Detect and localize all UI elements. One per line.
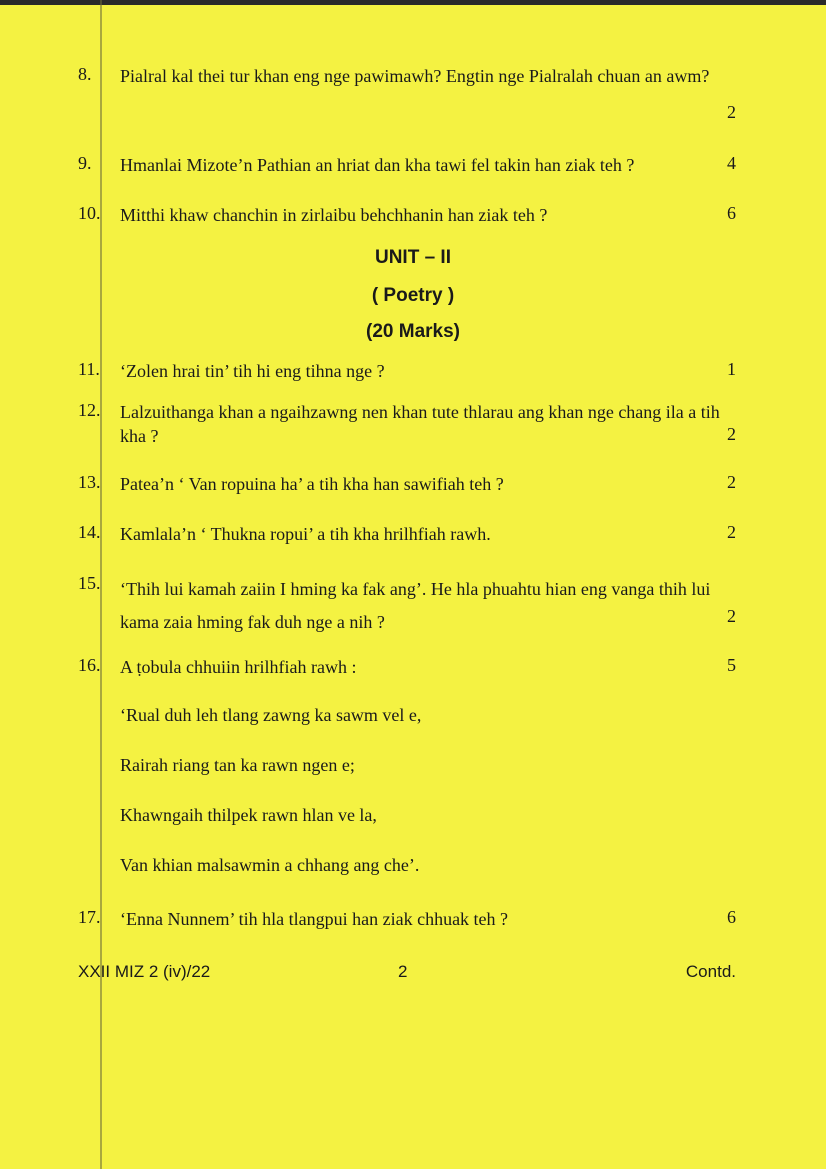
- question-mark: 2: [727, 424, 736, 444]
- question-mark: 4: [727, 153, 736, 173]
- unit-subtitle: ( Poetry ): [371, 285, 455, 306]
- unit-title: UNIT – II: [374, 247, 451, 268]
- question-number: 9.: [78, 153, 92, 173]
- verse-line: Khawngaih thilpek rawn hlan ve la,: [120, 805, 377, 825]
- question-number: 14.: [78, 522, 101, 542]
- question-text: Lalzuithanga khan a ngaihzawng nen khan tute thlarau ang khan nge chang ila a tih kha ?: [120, 402, 720, 446]
- question-mark: 2: [727, 522, 736, 542]
- top-border: [0, 0, 826, 5]
- question-number: 16.: [78, 655, 101, 675]
- question-text: ‘Enna Nunnem’ tih hla tlangpui han ziak chhuak teh ?: [120, 909, 509, 929]
- question-mark: 2: [727, 102, 736, 122]
- question-text: ‘Thih lui kamah zaiin I hming ka fak ang’. He hla phuahtu hian eng vanga thih lui kama zaia hming fak duh nge a nih ?: [120, 579, 711, 632]
- question-number: 13.: [78, 472, 101, 492]
- question-text: Patea’n ‘ Van ropuina ha’ a tih kha han sawifiah teh ?: [120, 474, 504, 494]
- question-mark: 2: [727, 472, 736, 492]
- verse-line: Van khian malsawmin a chhang ang che’.: [120, 855, 420, 875]
- question-text: Pialral kal thei tur khan eng nge pawimawh? Engtin nge Pialralah chuan an awm?: [120, 66, 710, 86]
- question-number: 15.: [78, 573, 101, 593]
- footer-code: XXII MIZ 2 (iv)/22: [78, 962, 211, 981]
- question-text: Mitthi khaw chanchin in zirlaibu behchhanin han ziak teh ?: [120, 205, 548, 225]
- question-number: 8.: [78, 64, 92, 84]
- unit-marks: (20 Marks): [366, 321, 460, 342]
- question-number: 17.: [78, 907, 101, 927]
- question-mark: 5: [727, 655, 736, 675]
- question-mark: 6: [727, 203, 736, 223]
- question-text: ‘Zolen hrai tin’ tih hi eng tihna nge ?: [120, 361, 385, 381]
- question-text: Hmanlai Mizote’n Pathian an hriat dan kha tawi fel takin han ziak teh ?: [120, 155, 635, 175]
- question-mark: 2: [727, 606, 736, 626]
- question-number: 12.: [78, 400, 101, 420]
- question-text: A ṭobula chhuiin hrilhfiah rawh :: [120, 657, 357, 677]
- question-number: 11.: [78, 359, 100, 379]
- verse-line: ‘Rual duh leh tlang zawng ka sawm vel e,: [120, 705, 422, 725]
- verse-line: Rairah riang tan ka rawn ngen e;: [120, 755, 355, 775]
- question-mark: 1: [727, 359, 736, 379]
- question-text: Kamlala’n ‘ Thukna ropui’ a tih kha hrilhfiah rawh.: [120, 524, 491, 544]
- question-number: 10.: [78, 203, 101, 223]
- question-mark: 6: [727, 907, 736, 927]
- footer-contd: Contd.: [685, 962, 736, 981]
- footer-page-number: 2: [398, 962, 408, 981]
